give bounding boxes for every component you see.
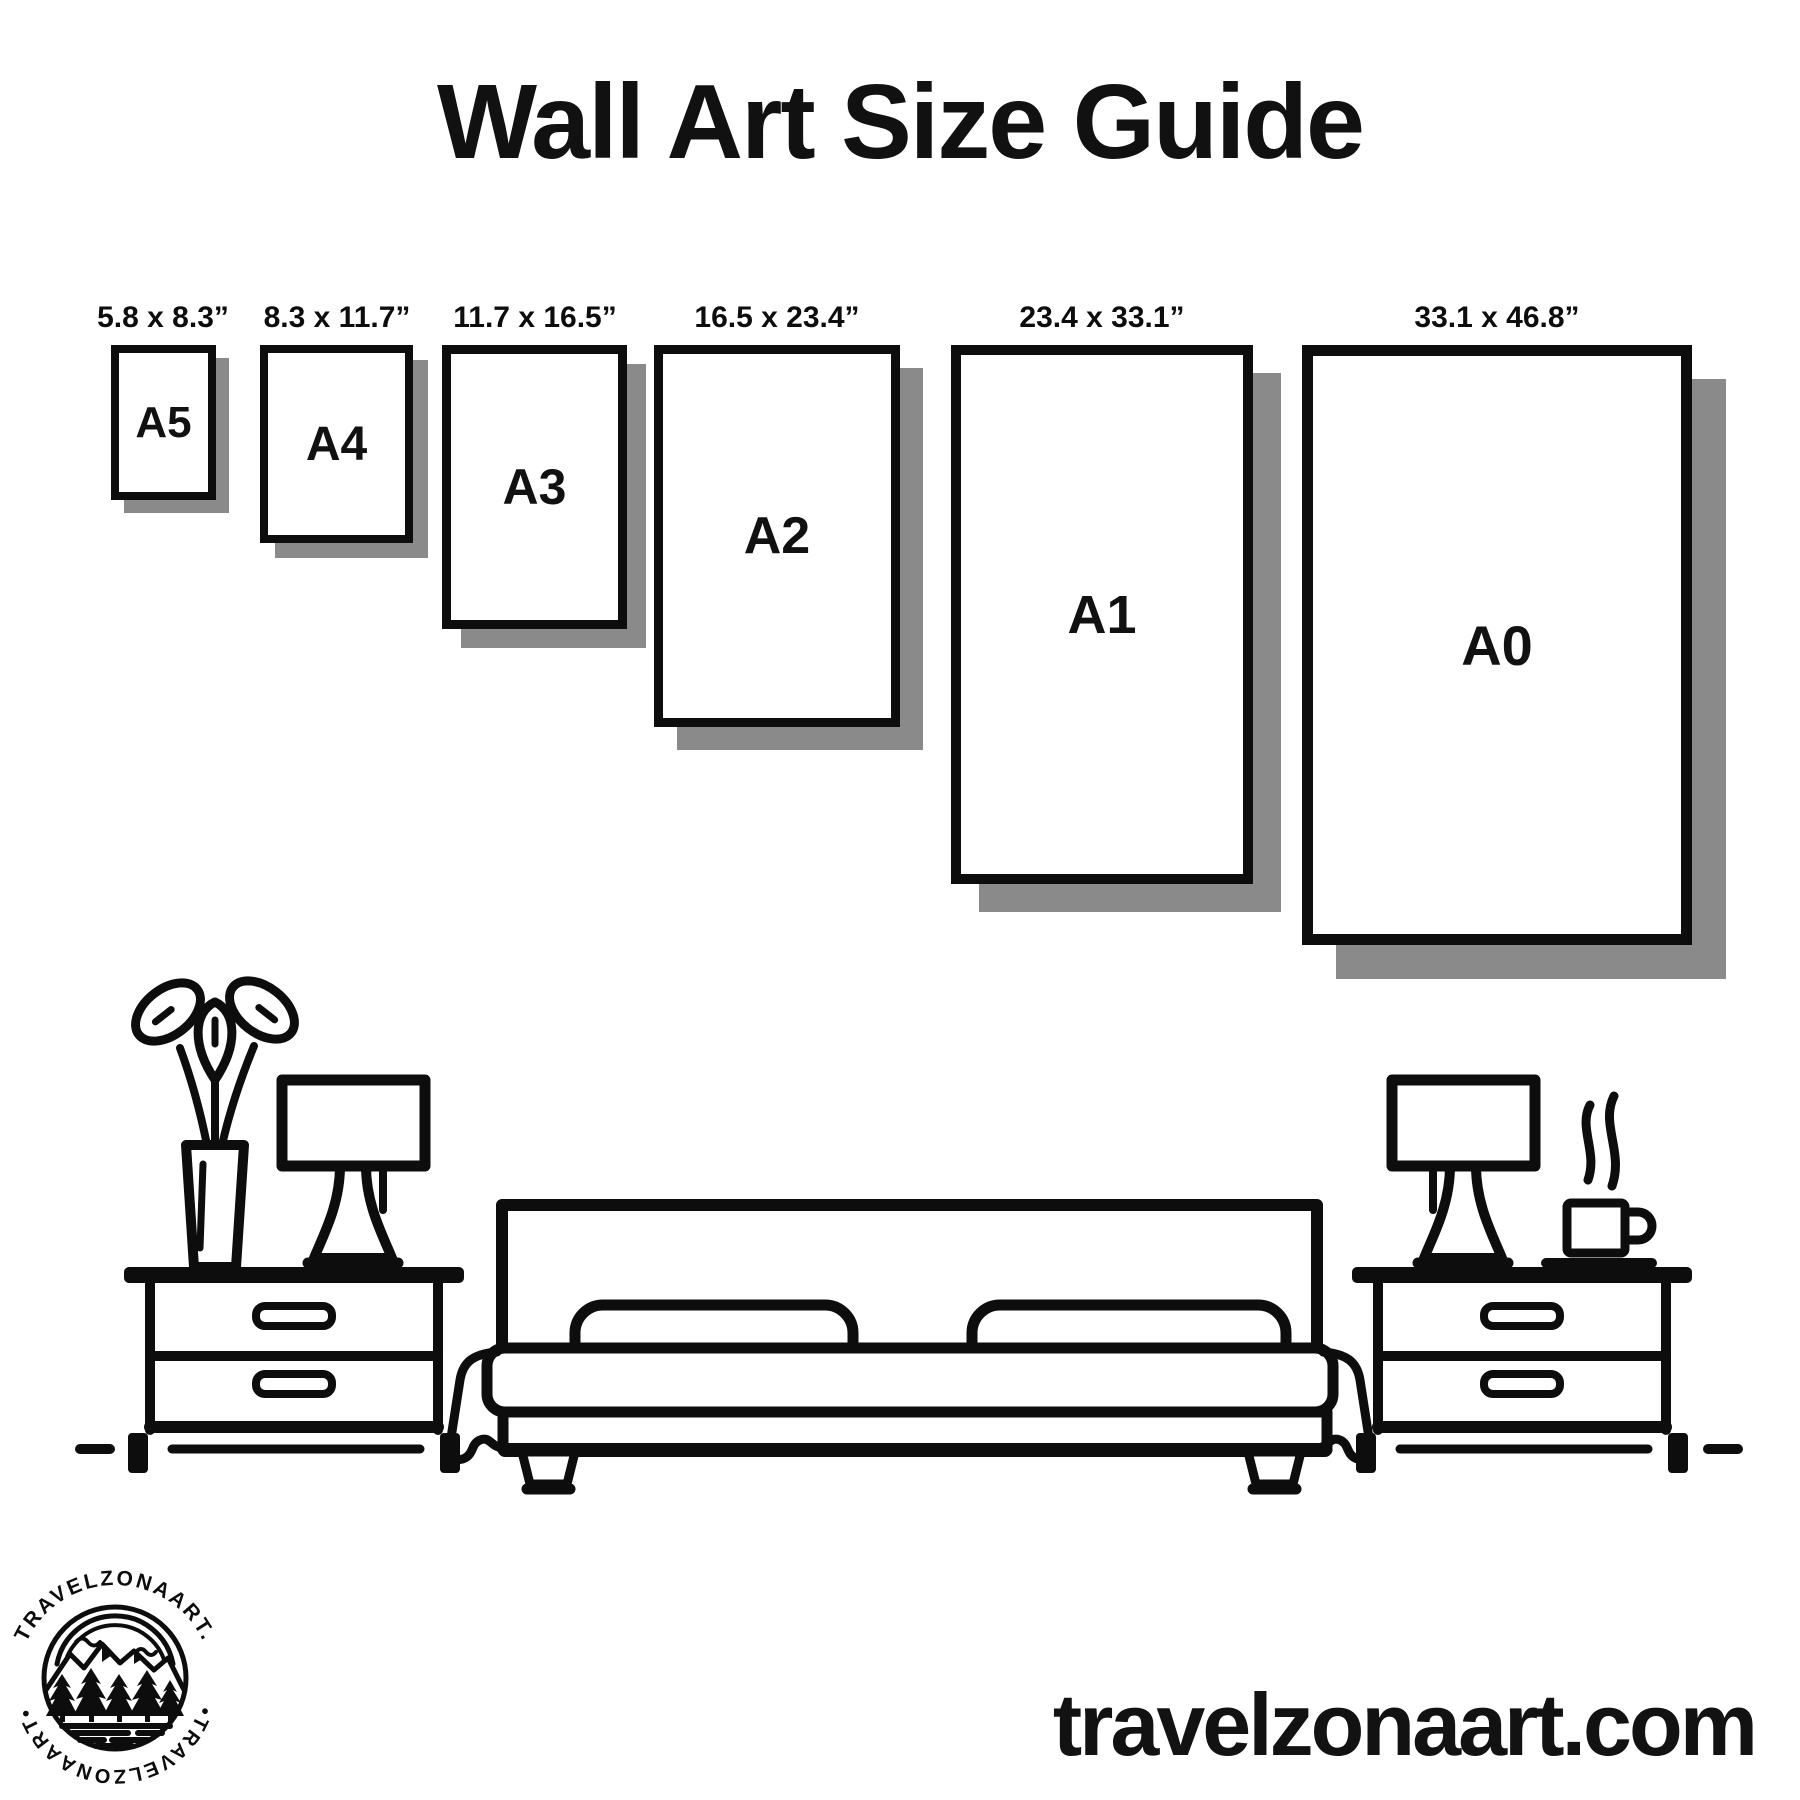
size-code-a4: A4 — [305, 417, 368, 471]
dimension-label-a0: 33.1 x 46.8” — [1414, 301, 1580, 334]
bed-icon — [451, 1205, 1370, 1489]
bed-leg-left — [522, 1452, 575, 1484]
dimension-label-a4: 8.3 x 11.7” — [263, 301, 411, 334]
page-title: Wall Art Size Guide — [437, 63, 1363, 181]
drawer-handle — [1484, 1374, 1560, 1394]
drawer-handle — [256, 1374, 332, 1394]
brand-logo — [10, 1567, 220, 1788]
logo-text-top: TRAVELZONAART. — [10, 1566, 220, 1646]
table-lamp-icon — [282, 1080, 425, 1263]
steam — [1609, 1096, 1615, 1186]
size-code-a5: A5 — [135, 397, 192, 447]
dimension-label-a3: 11.7 x 16.5” — [453, 301, 617, 334]
dimension-label-a5: 5.8 x 8.3” — [97, 301, 229, 334]
lamp-shade — [1392, 1080, 1535, 1166]
table-lamp-icon — [1392, 1080, 1535, 1263]
steam — [1586, 1105, 1591, 1180]
size-code-a2: A2 — [743, 507, 811, 565]
nightstand-icon — [124, 1267, 464, 1473]
dimension-label-a2: 16.5 x 23.4” — [694, 301, 860, 334]
water-lines — [62, 1726, 170, 1746]
logo-text-bottom: •TRAVELZONAART• — [14, 1704, 216, 1788]
lamp-shade — [282, 1080, 425, 1166]
bed-leg-right — [1248, 1452, 1301, 1484]
dimension-label-a1: 23.4 x 33.1” — [1019, 301, 1185, 334]
drawer-handle — [1484, 1306, 1560, 1326]
size-code-a3: A3 — [502, 459, 567, 515]
size-code-a0: A0 — [1461, 613, 1533, 677]
drawer-handle — [256, 1306, 332, 1326]
website-url: travelzonaart.com — [1052, 1675, 1755, 1774]
coffee-cup-icon — [1546, 1096, 1652, 1263]
bedspread — [487, 1348, 1333, 1412]
size-code-a1: A1 — [1067, 584, 1137, 645]
nightstand-icon — [1352, 1267, 1692, 1473]
